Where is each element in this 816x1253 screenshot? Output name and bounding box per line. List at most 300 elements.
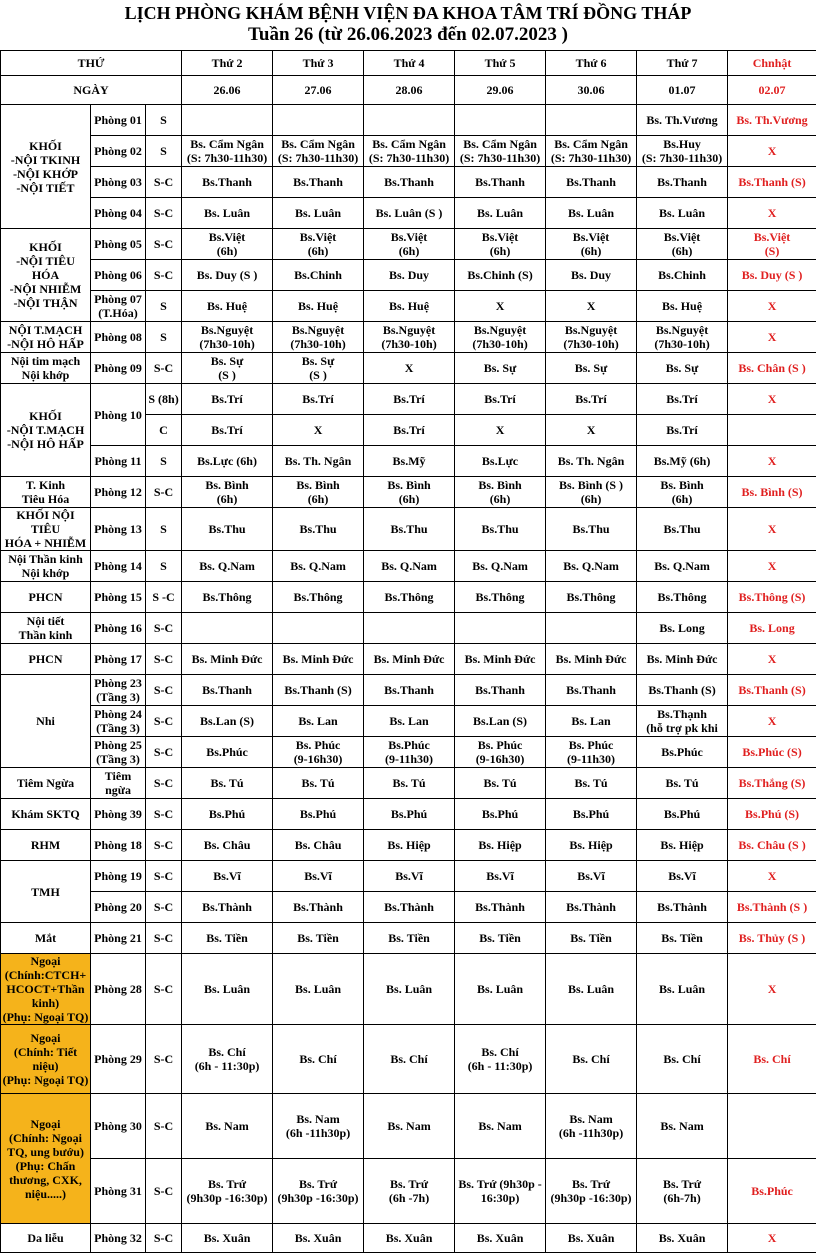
- department-group: Ngoại (Chính: Tiết niệu) (Phụ: Ngoại TQ): [1, 1025, 91, 1094]
- doctor-cell: Bs. Lan: [546, 706, 637, 737]
- doctor-cell: Bs. Xuân: [273, 1224, 364, 1253]
- doctor-cell: Bs. Bình (6h): [364, 477, 455, 508]
- doctor-cell: Bs. Luân: [637, 198, 728, 229]
- shift-cell: S-C: [146, 1094, 182, 1159]
- doctor-cell: [455, 613, 546, 644]
- shift-cell: S: [146, 322, 182, 353]
- doctor-cell: Bs. Cẩm Ngân (S: 7h30-11h30): [455, 136, 546, 167]
- sunday-doctor-cell: Bs. Thủy (S ): [728, 923, 816, 954]
- doctor-cell: Bs. Hiệp: [637, 830, 728, 861]
- department-group: Khám SKTQ: [1, 799, 91, 830]
- doctor-cell: Bs. Luân: [273, 198, 364, 229]
- shift-cell: S: [146, 136, 182, 167]
- doctor-cell: Bs.Thanh: [637, 167, 728, 198]
- doctor-cell: Bs.Thông: [364, 582, 455, 613]
- doctor-cell: Bs.Chinh (S): [455, 260, 546, 291]
- table-row: [1, 508, 816, 551]
- doctor-cell: Bs. Huệ: [637, 291, 728, 322]
- doctor-cell: Bs.Thanh (S): [637, 675, 728, 706]
- doctor-cell: Bs.Phú: [182, 799, 273, 830]
- sunday-doctor-cell: X: [728, 861, 816, 892]
- doctor-cell: Bs. Cẩm Ngân (S: 7h30-11h30): [273, 136, 364, 167]
- doctor-cell: Bs. Q.Nam: [546, 551, 637, 582]
- doctor-cell: Bs. Bình (6h): [182, 477, 273, 508]
- doctor-cell: Bs. Luân: [455, 198, 546, 229]
- table-row: [1, 675, 816, 706]
- doctor-cell: Bs. Chí: [364, 1025, 455, 1094]
- doctor-cell: Bs. Tú: [273, 768, 364, 799]
- table-row: [1, 167, 816, 198]
- table-row: [1, 322, 816, 353]
- doctor-cell: Bs.Lực: [455, 446, 546, 477]
- department-group: TMH: [1, 861, 91, 923]
- header-day: Thứ 3: [273, 51, 364, 76]
- doctor-cell: Bs. Huệ: [273, 291, 364, 322]
- doctor-cell: Bs. Minh Đức: [546, 644, 637, 675]
- department-group: KHỐI -NỘI TIÊU HÓA -NỘI NHIỄM -NỘI THẬN: [1, 229, 91, 322]
- table-row: [1, 136, 816, 167]
- doctor-cell: Bs.Mỹ: [364, 446, 455, 477]
- doctor-cell: Bs.Thanh: [182, 675, 273, 706]
- doctor-cell: Bs. Sự (S ): [273, 353, 364, 384]
- table-row: [1, 954, 816, 1025]
- doctor-cell: Bs.Việt (6h): [364, 229, 455, 260]
- sunday-doctor-cell: Bs. Chí: [728, 1025, 816, 1094]
- header-day: Chnhật: [728, 51, 816, 76]
- doctor-cell: Bs. Tiền: [455, 923, 546, 954]
- header-day: Thứ 6: [546, 51, 637, 76]
- header-date: 26.06: [182, 76, 273, 105]
- doctor-cell: Bs. Sự: [637, 353, 728, 384]
- sunday-doctor-cell: Bs.Thành (S ): [728, 892, 816, 923]
- room-cell: Phòng 11: [91, 446, 146, 477]
- doctor-cell: Bs. Q.Nam: [455, 551, 546, 582]
- table-row: [1, 260, 816, 291]
- doctor-cell: Bs. Xuân: [455, 1224, 546, 1253]
- doctor-cell: Bs. Châu: [182, 830, 273, 861]
- table-row: [1, 105, 816, 136]
- title-line-2: Tuần 26 (từ 26.06.2023 đến 02.07.2023 ): [0, 24, 816, 48]
- doctor-cell: Bs.Thanh: [546, 675, 637, 706]
- doctor-cell: Bs. Bình (6h): [273, 477, 364, 508]
- title-line-1: LỊCH PHÒNG KHÁM BỆNH VIỆN ĐA KHOA TÂM TRÍ ĐỒNG THÁP: [0, 2, 816, 24]
- doctor-cell: Bs.Phúc: [637, 737, 728, 768]
- table-row: [1, 892, 816, 923]
- doctor-cell: Bs. Huệ: [182, 291, 273, 322]
- room-cell: Phòng 07 (T.Hóa): [91, 291, 146, 322]
- shift-cell: S -C: [146, 582, 182, 613]
- room-cell: Phòng 32: [91, 1224, 146, 1253]
- doctor-cell: X: [546, 415, 637, 446]
- table-row: [1, 291, 816, 322]
- doctor-cell: [546, 105, 637, 136]
- shift-cell: S-C: [146, 477, 182, 508]
- room-cell: Phòng 16: [91, 613, 146, 644]
- doctor-cell: Bs.Lực (6h): [182, 446, 273, 477]
- sunday-doctor-cell: X: [728, 954, 816, 1025]
- doctor-cell: X: [455, 415, 546, 446]
- doctor-cell: Bs. Th. Ngân: [546, 446, 637, 477]
- doctor-cell: Bs.Trí: [182, 384, 273, 415]
- header-day: Thứ 7: [637, 51, 728, 76]
- shift-cell: S-C: [146, 675, 182, 706]
- shift-cell: S-C: [146, 768, 182, 799]
- doctor-cell: Bs. Hiệp: [364, 830, 455, 861]
- doctor-cell: Bs. Tiền: [273, 923, 364, 954]
- sunday-doctor-cell: Bs.Thanh (S): [728, 675, 816, 706]
- doctor-cell: Bs. Xuân: [637, 1224, 728, 1253]
- doctor-cell: Bs. Duy (S ): [182, 260, 273, 291]
- doctor-cell: Bs. Trứ (9h30p -16:30p): [273, 1159, 364, 1224]
- sunday-doctor-cell: X: [728, 706, 816, 737]
- doctor-cell: Bs.Chinh: [273, 260, 364, 291]
- doctor-cell: Bs.Huy (S: 7h30-11h30): [637, 136, 728, 167]
- room-cell: Phòng 08: [91, 322, 146, 353]
- header-date: 28.06: [364, 76, 455, 105]
- room-cell: Phòng 23 (Tầng 3): [91, 675, 146, 706]
- doctor-cell: Bs.Phú: [364, 799, 455, 830]
- sunday-doctor-cell: Bs.Thông (S): [728, 582, 816, 613]
- table-row: [1, 706, 816, 737]
- room-cell: Phòng 09: [91, 353, 146, 384]
- department-group: Nội Thần kinh Nội khớp: [1, 551, 91, 582]
- sunday-doctor-cell: Bs. Th.Vương: [728, 105, 816, 136]
- doctor-cell: Bs. Xuân: [182, 1224, 273, 1253]
- shift-cell: S-C: [146, 644, 182, 675]
- doctor-cell: Bs.Vĩ: [637, 861, 728, 892]
- doctor-cell: Bs.Việt (6h): [637, 229, 728, 260]
- table-row: [1, 613, 816, 644]
- doctor-cell: Bs.Trí: [182, 415, 273, 446]
- doctor-cell: Bs.Thạnh (hỗ trợ pk khi: [637, 706, 728, 737]
- doctor-cell: Bs. Duy: [364, 260, 455, 291]
- room-cell: Phòng 10: [91, 384, 146, 446]
- doctor-cell: Bs.Vĩ: [182, 861, 273, 892]
- sunday-doctor-cell: Bs.Thắng (S): [728, 768, 816, 799]
- shift-cell: S-C: [146, 954, 182, 1025]
- doctor-cell: Bs. Luân: [637, 954, 728, 1025]
- doctor-cell: [182, 105, 273, 136]
- header-ngay-label: NGÀY: [1, 76, 182, 105]
- doctor-cell: Bs. Luân: [182, 954, 273, 1025]
- doctor-cell: Bs. Tiền: [546, 923, 637, 954]
- sunday-doctor-cell: Bs. Chân (S ): [728, 353, 816, 384]
- department-group: Da liễu: [1, 1224, 91, 1253]
- doctor-cell: Bs. Luân: [546, 954, 637, 1025]
- doctor-cell: Bs. Tú: [182, 768, 273, 799]
- doctor-cell: Bs.Thành: [273, 892, 364, 923]
- doctor-cell: Bs. Chí: [637, 1025, 728, 1094]
- room-cell: Phòng 14: [91, 551, 146, 582]
- room-cell: Phòng 12: [91, 477, 146, 508]
- shift-cell: S-C: [146, 353, 182, 384]
- doctor-cell: Bs.Thành: [364, 892, 455, 923]
- shift-cell: S-C: [146, 830, 182, 861]
- doctor-cell: X: [273, 415, 364, 446]
- doctor-cell: Bs. Xuân: [546, 1224, 637, 1253]
- department-group: KHỐI -NỘI T.MẠCH -NỘI HÔ HẤP: [1, 384, 91, 477]
- sunday-doctor-cell: [728, 1094, 816, 1159]
- doctor-cell: Bs. Huệ: [364, 291, 455, 322]
- doctor-cell: Bs. Chí: [273, 1025, 364, 1094]
- shift-cell: S: [146, 291, 182, 322]
- table-row: [1, 353, 816, 384]
- doctor-cell: Bs.Thu: [637, 508, 728, 551]
- doctor-cell: Bs. Q.Nam: [364, 551, 455, 582]
- doctor-cell: Bs. Phúc (9-16h30): [455, 737, 546, 768]
- doctor-cell: Bs.Thu: [364, 508, 455, 551]
- room-cell: Phòng 39: [91, 799, 146, 830]
- doctor-cell: Bs.Phú: [637, 799, 728, 830]
- shift-cell: S: [146, 551, 182, 582]
- doctor-cell: Bs.Phú: [455, 799, 546, 830]
- doctor-cell: Bs. Phúc (9-11h30): [546, 737, 637, 768]
- doctor-cell: Bs.Nguyệt (7h30-10h): [364, 322, 455, 353]
- doctor-cell: [364, 613, 455, 644]
- doctor-cell: Bs. Bình (6h): [455, 477, 546, 508]
- doctor-cell: Bs. Q.Nam: [637, 551, 728, 582]
- room-cell: Phòng 25 (Tầng 3): [91, 737, 146, 768]
- table-row: [1, 1224, 816, 1253]
- doctor-cell: Bs. Q.Nam: [182, 551, 273, 582]
- shift-cell: C: [146, 415, 182, 446]
- doctor-cell: Bs. Hiệp: [546, 830, 637, 861]
- doctor-cell: Bs. Trứ (6h -7h): [364, 1159, 455, 1224]
- doctor-cell: Bs. Tú: [637, 768, 728, 799]
- doctor-cell: Bs. Lan: [364, 706, 455, 737]
- sunday-doctor-cell: X: [728, 322, 816, 353]
- doctor-cell: Bs. Hiệp: [455, 830, 546, 861]
- doctor-cell: Bs.Trí: [637, 384, 728, 415]
- doctor-cell: Bs.Trí: [637, 415, 728, 446]
- header-thu-label: THỨ: [1, 51, 182, 76]
- doctor-cell: Bs.Nguyệt (7h30-10h): [273, 322, 364, 353]
- doctor-cell: Bs.Thông: [637, 582, 728, 613]
- room-cell: Phòng 28: [91, 954, 146, 1025]
- doctor-cell: Bs. Xuân: [364, 1224, 455, 1253]
- doctor-cell: Bs. Bình (6h): [637, 477, 728, 508]
- doctor-cell: X: [364, 353, 455, 384]
- department-group: Tiêm Ngừa: [1, 768, 91, 799]
- sunday-doctor-cell: X: [728, 508, 816, 551]
- room-cell: Phòng 01: [91, 105, 146, 136]
- doctor-cell: Bs. Cẩm Ngân (S: 7h30-11h30): [182, 136, 273, 167]
- doctor-cell: Bs. Tú: [455, 768, 546, 799]
- shift-cell: S-C: [146, 861, 182, 892]
- doctor-cell: Bs. Bình (S ) (6h): [546, 477, 637, 508]
- header-date: 02.07: [728, 76, 816, 105]
- sunday-doctor-cell: X: [728, 384, 816, 415]
- doctor-cell: Bs. Luân: [182, 198, 273, 229]
- department-group: Nhi: [1, 675, 91, 768]
- table-row: [1, 551, 816, 582]
- sunday-doctor-cell: Bs.Phúc: [728, 1159, 816, 1224]
- doctor-cell: Bs. Minh Đức: [637, 644, 728, 675]
- doctor-cell: Bs. Lan: [273, 706, 364, 737]
- table-row: [1, 1025, 816, 1094]
- sunday-doctor-cell: X: [728, 136, 816, 167]
- doctor-cell: Bs.Việt (6h): [182, 229, 273, 260]
- doctor-cell: Bs.Mỹ (6h): [637, 446, 728, 477]
- sunday-doctor-cell: X: [728, 551, 816, 582]
- shift-cell: S-C: [146, 1224, 182, 1253]
- header-day: Thứ 5: [455, 51, 546, 76]
- room-cell: Phòng 24 (Tầng 3): [91, 706, 146, 737]
- doctor-cell: Bs. Trứ (9h30p -16:30p): [182, 1159, 273, 1224]
- shift-cell: S: [146, 508, 182, 551]
- doctor-cell: Bs. Nam: [455, 1094, 546, 1159]
- shift-cell: S-C: [146, 229, 182, 260]
- table-row: [1, 830, 816, 861]
- doctor-cell: Bs. Cẩm Ngân (S: 7h30-11h30): [546, 136, 637, 167]
- doctor-cell: Bs. Tiền: [637, 923, 728, 954]
- doctor-cell: Bs.Phú: [546, 799, 637, 830]
- shift-cell: S: [146, 446, 182, 477]
- doctor-cell: Bs.Vĩ: [455, 861, 546, 892]
- doctor-cell: Bs.Phú: [273, 799, 364, 830]
- room-cell: Phòng 04: [91, 198, 146, 229]
- doctor-cell: Bs.Chinh: [637, 260, 728, 291]
- table-row: [1, 446, 816, 477]
- table-row: [1, 1094, 816, 1159]
- doctor-cell: Bs. Minh Đức: [182, 644, 273, 675]
- table-row: [1, 861, 816, 892]
- doctor-cell: [182, 613, 273, 644]
- doctor-cell: Bs.Thu: [182, 508, 273, 551]
- schedule-table: [0, 50, 816, 1253]
- header-date: 27.06: [273, 76, 364, 105]
- sunday-doctor-cell: Bs. Duy (S ): [728, 260, 816, 291]
- doctor-cell: Bs. Minh Đức: [455, 644, 546, 675]
- doctor-cell: Bs.Lan (S): [455, 706, 546, 737]
- doctor-cell: Bs.Thanh: [455, 167, 546, 198]
- doctor-cell: Bs. Luân: [546, 198, 637, 229]
- room-cell: Phòng 06: [91, 260, 146, 291]
- schedule-title: [0, 0, 816, 50]
- shift-cell: S-C: [146, 613, 182, 644]
- room-cell: Phòng 20: [91, 892, 146, 923]
- header-day: Thứ 2: [182, 51, 273, 76]
- department-group: RHM: [1, 830, 91, 861]
- shift-cell: S-C: [146, 167, 182, 198]
- room-cell: Phòng 19: [91, 861, 146, 892]
- doctor-cell: Bs. Q.Nam: [273, 551, 364, 582]
- table-row: [1, 644, 816, 675]
- doctor-cell: Bs.Nguyệt (7h30-10h): [455, 322, 546, 353]
- table-row: [1, 477, 816, 508]
- doctor-cell: Bs. Luân: [273, 954, 364, 1025]
- doctor-cell: Bs. Sự: [546, 353, 637, 384]
- doctor-cell: Bs.Thanh: [364, 675, 455, 706]
- header-day: Thứ 4: [364, 51, 455, 76]
- department-group: KHỐI NỘI TIÊU HÓA + NHIỄM: [1, 508, 91, 551]
- shift-cell: S-C: [146, 198, 182, 229]
- room-cell: Phòng 03: [91, 167, 146, 198]
- table-row: [1, 582, 816, 613]
- sunday-doctor-cell: Bs.Thanh (S): [728, 167, 816, 198]
- department-group: Ngoại (Chính: Ngoại TQ, ung bướu) (Phụ: Chấn thương, CXK, niệu.....): [1, 1094, 91, 1224]
- doctor-cell: Bs.Thu: [546, 508, 637, 551]
- sunday-doctor-cell: Bs.Việt (S): [728, 229, 816, 260]
- shift-cell: S (8h): [146, 384, 182, 415]
- shift-cell: S-C: [146, 737, 182, 768]
- room-cell: Tiêm ngừa: [91, 768, 146, 799]
- doctor-cell: Bs. Trứ (6h-7h): [637, 1159, 728, 1224]
- room-cell: Phòng 05: [91, 229, 146, 260]
- doctor-cell: Bs. Luân (S ): [364, 198, 455, 229]
- doctor-cell: [273, 613, 364, 644]
- doctor-cell: Bs. Châu: [273, 830, 364, 861]
- doctor-cell: X: [455, 291, 546, 322]
- doctor-cell: Bs. Sự: [455, 353, 546, 384]
- doctor-cell: Bs. Nam: [637, 1094, 728, 1159]
- doctor-cell: [455, 105, 546, 136]
- header-date: 30.06: [546, 76, 637, 105]
- doctor-cell: Bs.Thanh: [546, 167, 637, 198]
- table-row: [1, 923, 816, 954]
- doctor-cell: Bs. Minh Đức: [273, 644, 364, 675]
- table-row: [1, 799, 816, 830]
- header-date: 01.07: [637, 76, 728, 105]
- room-cell: Phòng 21: [91, 923, 146, 954]
- sunday-doctor-cell: X: [728, 291, 816, 322]
- room-cell: Phòng 17: [91, 644, 146, 675]
- table-row: [1, 384, 816, 415]
- doctor-cell: X: [546, 291, 637, 322]
- doctor-cell: Bs. Tú: [546, 768, 637, 799]
- doctor-cell: Bs.Trí: [546, 384, 637, 415]
- doctor-cell: Bs. Minh Đức: [364, 644, 455, 675]
- doctor-cell: [546, 613, 637, 644]
- doctor-cell: Bs.Thông: [182, 582, 273, 613]
- sunday-doctor-cell: X: [728, 1224, 816, 1253]
- table-row: [1, 1159, 816, 1224]
- doctor-cell: [364, 105, 455, 136]
- doctor-cell: Bs.Việt (6h): [455, 229, 546, 260]
- sunday-doctor-cell: Bs. Châu (S ): [728, 830, 816, 861]
- doctor-cell: Bs.Vĩ: [364, 861, 455, 892]
- doctor-cell: Bs. Tiền: [364, 923, 455, 954]
- doctor-cell: Bs.Trí: [364, 384, 455, 415]
- doctor-cell: Bs.Thanh: [455, 675, 546, 706]
- department-group: NỘI T.MẠCH -NỘI HÔ HẤP: [1, 322, 91, 353]
- doctor-cell: Bs.Thu: [455, 508, 546, 551]
- room-cell: Phòng 30: [91, 1094, 146, 1159]
- sunday-doctor-cell: X: [728, 644, 816, 675]
- room-cell: Phòng 15: [91, 582, 146, 613]
- doctor-cell: Bs. Chí (6h - 11:30p): [182, 1025, 273, 1094]
- doctor-cell: Bs.Vĩ: [546, 861, 637, 892]
- doctor-cell: Bs.Thông: [546, 582, 637, 613]
- doctor-cell: Bs.Việt (6h): [546, 229, 637, 260]
- shift-cell: S-C: [146, 892, 182, 923]
- department-group: T. Kinh Tiêu Hóa: [1, 477, 91, 508]
- doctor-cell: Bs.Nguyệt (7h30-10h): [637, 322, 728, 353]
- doctor-cell: Bs. Nam (6h -11h30p): [273, 1094, 364, 1159]
- department-group: KHỐI -NỘI TKINH -NỘI KHỚP -NỘI TIẾT: [1, 105, 91, 229]
- doctor-cell: Bs.Thành: [637, 892, 728, 923]
- doctor-cell: Bs. Nam: [182, 1094, 273, 1159]
- shift-cell: S-C: [146, 923, 182, 954]
- room-cell: Phòng 02: [91, 136, 146, 167]
- table-row: [1, 737, 816, 768]
- doctor-cell: Bs. Tiền: [182, 923, 273, 954]
- doctor-cell: Bs. Th. Ngân: [273, 446, 364, 477]
- doctor-cell: Bs. Luân: [455, 954, 546, 1025]
- room-cell: Phòng 13: [91, 508, 146, 551]
- doctor-cell: Bs. Phúc (9-16h30): [273, 737, 364, 768]
- doctor-cell: Bs. Th.Vương: [637, 105, 728, 136]
